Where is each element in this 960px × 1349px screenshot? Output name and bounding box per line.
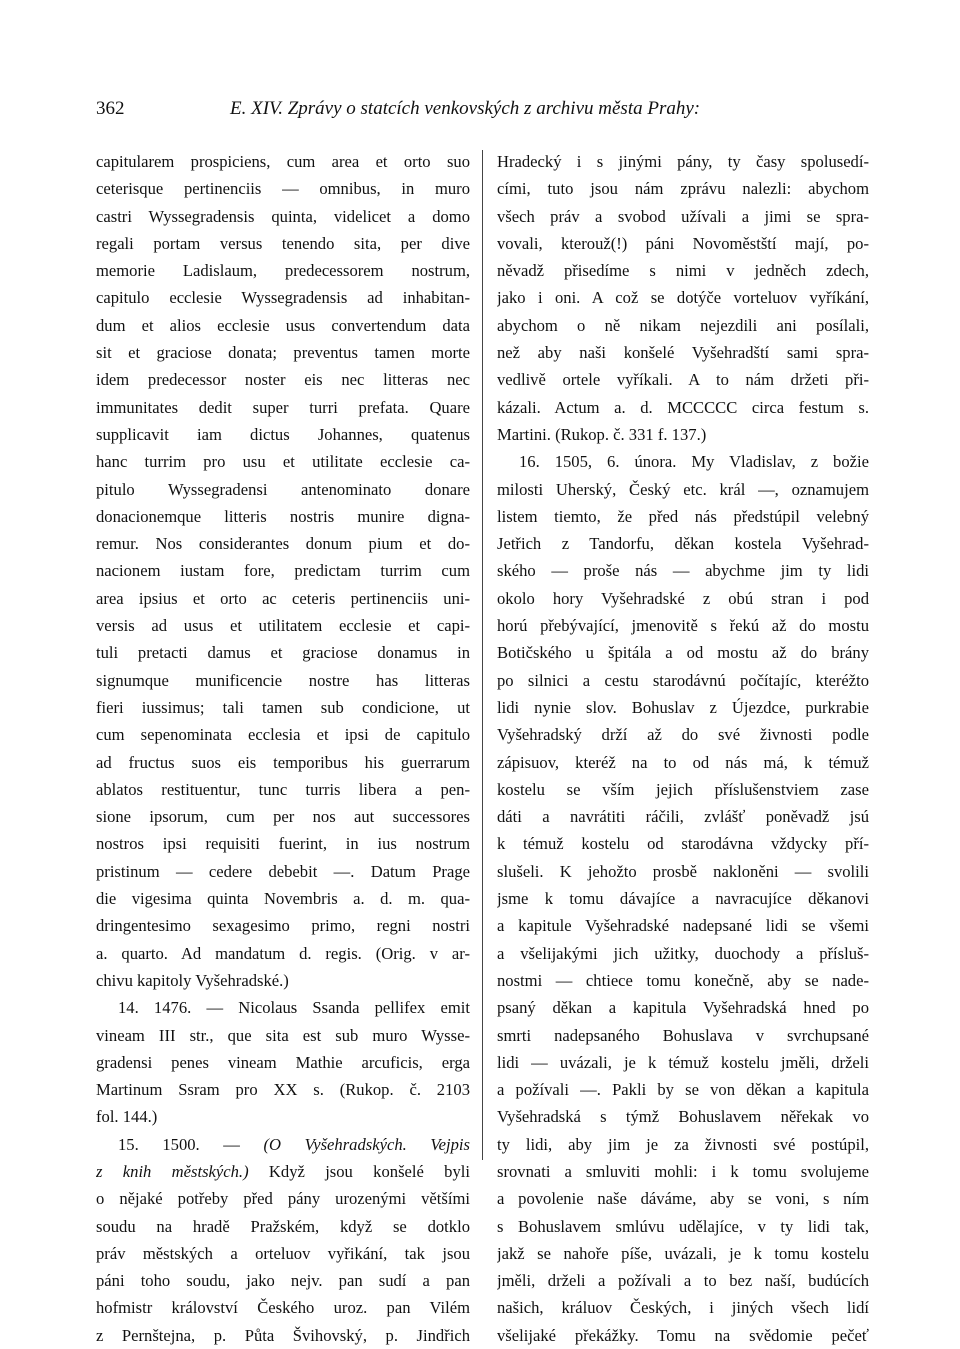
text-line: sione ipsorum, cum per nos aut successores [96,807,470,827]
text-line: po silnici a cestu starodávnú počítajíc, kteréžto [497,670,869,690]
text-line: hofmistr království Českého uroz. pan Vilém [96,1298,470,1318]
text-line: remur. Nos considerantes donum pium et do- [96,534,470,554]
text-line: okolo hory Vyšehradské z obú stran i pod [497,588,869,608]
entry-15-text: Když jsou konšelé byli [248,1161,470,1181]
text-line: srovnati a smluviti mohli: i k tomu svolujeme [497,1161,869,1181]
text-line: a. quarto. Ad mandatum d. regis. (Orig. v ar- [96,943,470,963]
text-line: immunitates dedit super turri prefata. Quare [96,397,470,417]
text-line: kázali. Actum a. d. MCCCCC circa festum s. [497,397,869,417]
text-line: hanc turrim pro usu et utilitate ecclesie ca- [96,452,470,472]
text-line: o nějaké potřeby před pány urozenými většími [96,1189,470,1209]
text-line: pitulo Wyssegradensi antenominato donare [96,479,470,499]
entry-15-italic-title: (O Vyšehradských. Vejpis [263,1134,470,1154]
text-line: ablatos restituentur, tunc turris libera a pen- [96,779,470,799]
text-line: signumque munificencie nostre has litteras [96,670,470,690]
text-line: soudu na hradě Pražském, když se dotklo [96,1216,470,1236]
text-line: capitularem prospiciens, cum area et orto suo [96,152,470,171]
text-line: dáti a navrátiti ráčili, zvlášť poněvadž jsú [497,807,869,827]
text-line: všelijaké překážky. Tomu na svědomie pečeť [497,1325,869,1345]
entry-15-line [96,1131,470,1158]
text-line: versis ad usus et utilitatem ecclesie et capi- [96,616,470,636]
text-line: ad fructus suos eis temporibus his guerrarum [96,752,470,772]
text-line: Martinum Ssram pro XX s. (Rukop. č. 2103 [96,1080,470,1100]
text-line: dum et alios ecclesie usus convertendum data [96,315,470,335]
text-line: ceterisque pertinenciis — omnibus, in muro [96,179,470,199]
entry-16-line: 16. 1505, 6. února. My Vladislav, z božie [519,452,869,472]
text-line: listem tiemto, že před nás předstúpil velebný [497,506,869,526]
text-line: Vyšehradský drží až do své živnosti podle [497,725,869,745]
text-line: Jetřich z Tandorfu, děkan kostela Vyšehrad- [497,534,869,554]
text-line: dringentesimo sexagesimo primo, regni nostri [96,916,470,936]
text-line: chivu kapitoly Vyšehradské.) [96,970,289,990]
text-line: donacionemque litteris nostris munire digna- [96,506,470,526]
text-line: k témuž kostelu od starodávna vždycky pří- [497,834,869,854]
text-line: jsme k tomu dávajíce a navracujíce děkanovi [497,889,869,909]
text-line: ty lidi, aby jim je za živnosti své postúpil, [497,1134,869,1154]
text-line: nostros ipsi requisiti fuerint, in ius nostrum [96,834,470,854]
text-line: lidi — uvázali, je k témuž kostelu jměli, drželi [497,1052,869,1072]
text-line: jakž se nahoře píše, uvázali, je k tomu kostelu [497,1243,869,1263]
page-number: 362 [96,98,125,119]
text-line: vovali, kterouž(!) páni Novoměstští mají, po- [497,233,869,253]
text-line: capitulo ecclesie Wyssegradensis ad inhabitan- [96,288,470,308]
text-line: Vyšehradská s týmž Bohuslavem něřekak vo [497,1107,869,1127]
text-line: area ipsius et orto ac ceteris pertinenciis uni- [96,588,470,608]
entry-14-line: 14. 1476. — Nicolaus Ssanda pellifex emit [118,998,470,1018]
text-line: supplicavit iam dictus Johannes, quatenus [96,424,470,444]
text-line: castri Wyssegradensis quinta, videlicet a domo [96,206,470,226]
text-line: horú přebývající, jmenovitě s řekú až do mostu [497,616,869,636]
text-line: smrti nadepsaného Bohuslava v svrchupsané [497,1025,869,1045]
text-line: abychom o ně nikam nejezdili ani posílali, [497,315,869,335]
text-line: ského — proše nás — abychme jim ty lidi [497,561,869,581]
text-line: nacionem iustam fore, predictam turrim cum [96,561,470,581]
page-header [96,98,876,124]
text-line: jako i oni. A což se dotýče vorteluov vyříkání, [497,288,869,308]
text-line: něvadž přisedíme s nimi v jedněch zdech, [497,261,869,281]
left-column [96,148,470,1349]
text-line: kostelu se vším jejich příslušenstviem zase [497,779,869,799]
text-line: fieri iussimus; tali tamen sub condicione, ut [96,697,470,717]
running-title: E. XIV. Zprávy o statcích venkovských z archivu města Prahy: [230,98,701,119]
right-column [497,148,869,1349]
text-line: Botičského u špitála a od mostu až do brány [497,643,869,663]
text-line: všech práv a svobod užívali a jimi se spra- [497,206,869,226]
text-line: Martini. (Rukop. č. 331 f. 137.) [497,424,707,444]
text-line: jměli, drželi a požívali a to bez naší, budúcích [497,1271,869,1291]
text-line [96,1158,470,1185]
text-line: práv městských a orteluov vyřikání, tak jsou [96,1243,470,1263]
text-line: a kapitule Vyšehradské nadepsané lidi se všemi [497,916,869,936]
text-line: psaný děkan a kapitula Vyšehradská hned po [497,998,869,1018]
column-divider [482,150,483,1160]
text-line: milosti Uherský, Český etc. král —, oznamujem [497,479,869,499]
text-line: slušeli. K jehožto prosbě nakloněni — svolili [497,861,869,881]
text-line: s Bohuslavem smlúvu udělajíce, v ty lidi tak, [497,1216,869,1236]
text-line: nostmi — chtiece tomu konečně, aby se nade- [497,970,869,990]
text-line: gradensi penes vineam Mathie arcuficis, erga [96,1052,470,1072]
entry-15-italic-source: z knih městských.) [96,1161,249,1181]
text-line: a požívali —. Pakli by se von děkan a kapitula [497,1080,869,1100]
text-line: tuli pretacti damus et graciose donamus in [96,643,470,663]
text-line: idem predecessor noster eis nec litteras nec [96,370,470,390]
text-line: fol. 144.) [96,1107,158,1127]
text-line: regali portam versus tenendo sita, per dive [96,233,470,253]
text-line: cími, tuto jsou nám zprávu nalezli: abychom [497,179,869,199]
text-line: lidi nynie slov. Bohuslav z Újezdce, purkrabie [497,697,869,717]
text-line: vineam III str., que sita est sub muro Wysse- [96,1025,470,1045]
entry-15-number: 15. 1500. — [118,1134,264,1154]
text-line: našich, králuov Českých, i jiných všech lidí [497,1298,869,1318]
text-line: a všelijakými jich užitky, duochody a přísluš- [497,943,869,963]
text-line: memorie Ladislaum, predecessorem nostrum, [96,261,470,281]
text-line: zápisuov, kteréž na to od nás má, k témuž [497,752,869,772]
text-line: vedlivě ortele vyříkali. A to nám držeti při- [497,370,869,390]
text-line: cum sepenominata ecclesia et ipsi de capitulo [96,725,470,745]
text-line: die vigesima quinta Novembris a. d. m. qua- [96,889,470,909]
text-line: pristinum — cedere debebit —. Datum Prage [96,861,470,881]
text-line: Hradecký i s jinými pány, ty časy spolusedí- [497,152,869,171]
text-line: z Pernštejna, p. Půta Švihovský, p. Jindřich [96,1325,470,1345]
text-line: a povolenie naše dáváme, aby se voni, s ním [497,1189,869,1209]
text-line: páni toho soudu, jako nejv. pan sudí a pan [96,1271,470,1291]
text-line: sit et graciose donata; preventus tamen morte [96,343,470,363]
text-line: než aby naši konšelé Vyšehradští sami spra- [497,343,869,363]
